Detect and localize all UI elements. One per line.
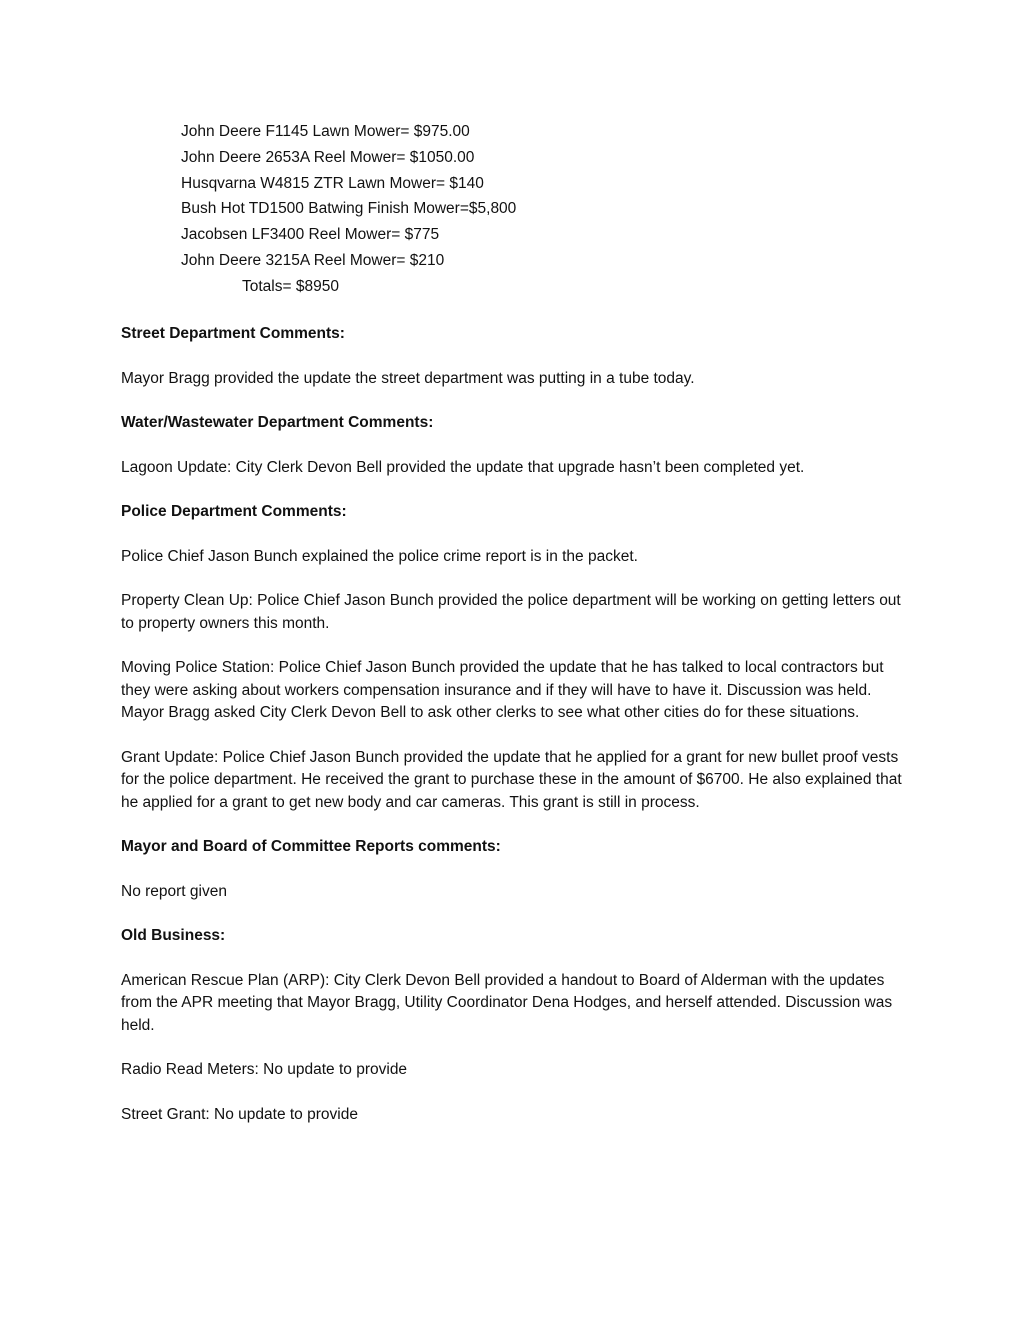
minutes-body [121,323,911,1148]
police-department-heading: Police Department Comments: [121,503,347,520]
property-clean-up-text: Property Clean Up: Police Chief Jason Bunch provided the police department will be working on getting letters out to property owners this month. [121,592,901,632]
crime-report-text: Police Chief Jason Bunch explained the police crime report is in the packet. [121,547,638,565]
equipment-total: Totals= $8950 [242,277,339,295]
lagoon-update-text: Lagoon Update: City Clerk Devon Bell provided the update that upgrade hasn’t been completed yet. [121,458,805,476]
equipment-item: Bush Hot TD1500 Batwing Finish Mower=$5,800 [181,200,517,218]
street-department-text: Mayor Bragg provided the update the street department was putting in a tube today. [121,369,695,387]
grant-update-text: Grant Update: Police Chief Jason Bunch provided the update that he applied for a grant for new bullet proof vests for the police department. He received the grant to purchase these in the amount of $6700. He also explained that he applied for a grant to get new body and car cameras. This grant is still in process. [121,748,902,811]
street-department-heading: Street Department Comments: [121,325,345,342]
equipment-list [181,119,741,300]
equipment-item: John Deere 3215A Reel Mower= $210 [181,251,445,269]
water-department-heading: Water/Wastewater Department Comments: [121,414,434,431]
street-grant-text: Street Grant: No update to provide [121,1105,358,1123]
radio-read-meters-text: Radio Read Meters: No update to provide [121,1061,408,1078]
moving-police-station-text: Moving Police Station: Police Chief Jason Bunch provided the update that he has talked to local contractors but they were asking about workers compensation insurance and if they will have to have it. Discussion was held. Mayor Bragg asked City Clerk Devon Bell to ask other clerks to see what other cities do for these situations. [121,659,884,721]
mayor-board-heading: Mayor and Board of Committee Reports comments: [121,838,501,855]
arp-text: American Rescue Plan (ARP): City Clerk Devon Bell provided a handout to Board of Alderman with the updates from the APR meeting that Mayor Bragg, Utility Coordinator Dena Hodges, and herself attended. Discussion was held. [121,971,893,1034]
equipment-item: John Deere F1145 Lawn Mower= $975.00 [181,123,470,140]
old-business-heading: Old Business: [121,927,226,944]
equipment-item: Jacobsen LF3400 Reel Mower= $775 [181,226,440,244]
equipment-item: John Deere 2653A Reel Mower= $1050.00 [181,148,475,166]
equipment-item: Husqvarna W4815 ZTR Lawn Mower= $140 [181,174,484,192]
mayor-board-text: No report given [121,882,227,900]
